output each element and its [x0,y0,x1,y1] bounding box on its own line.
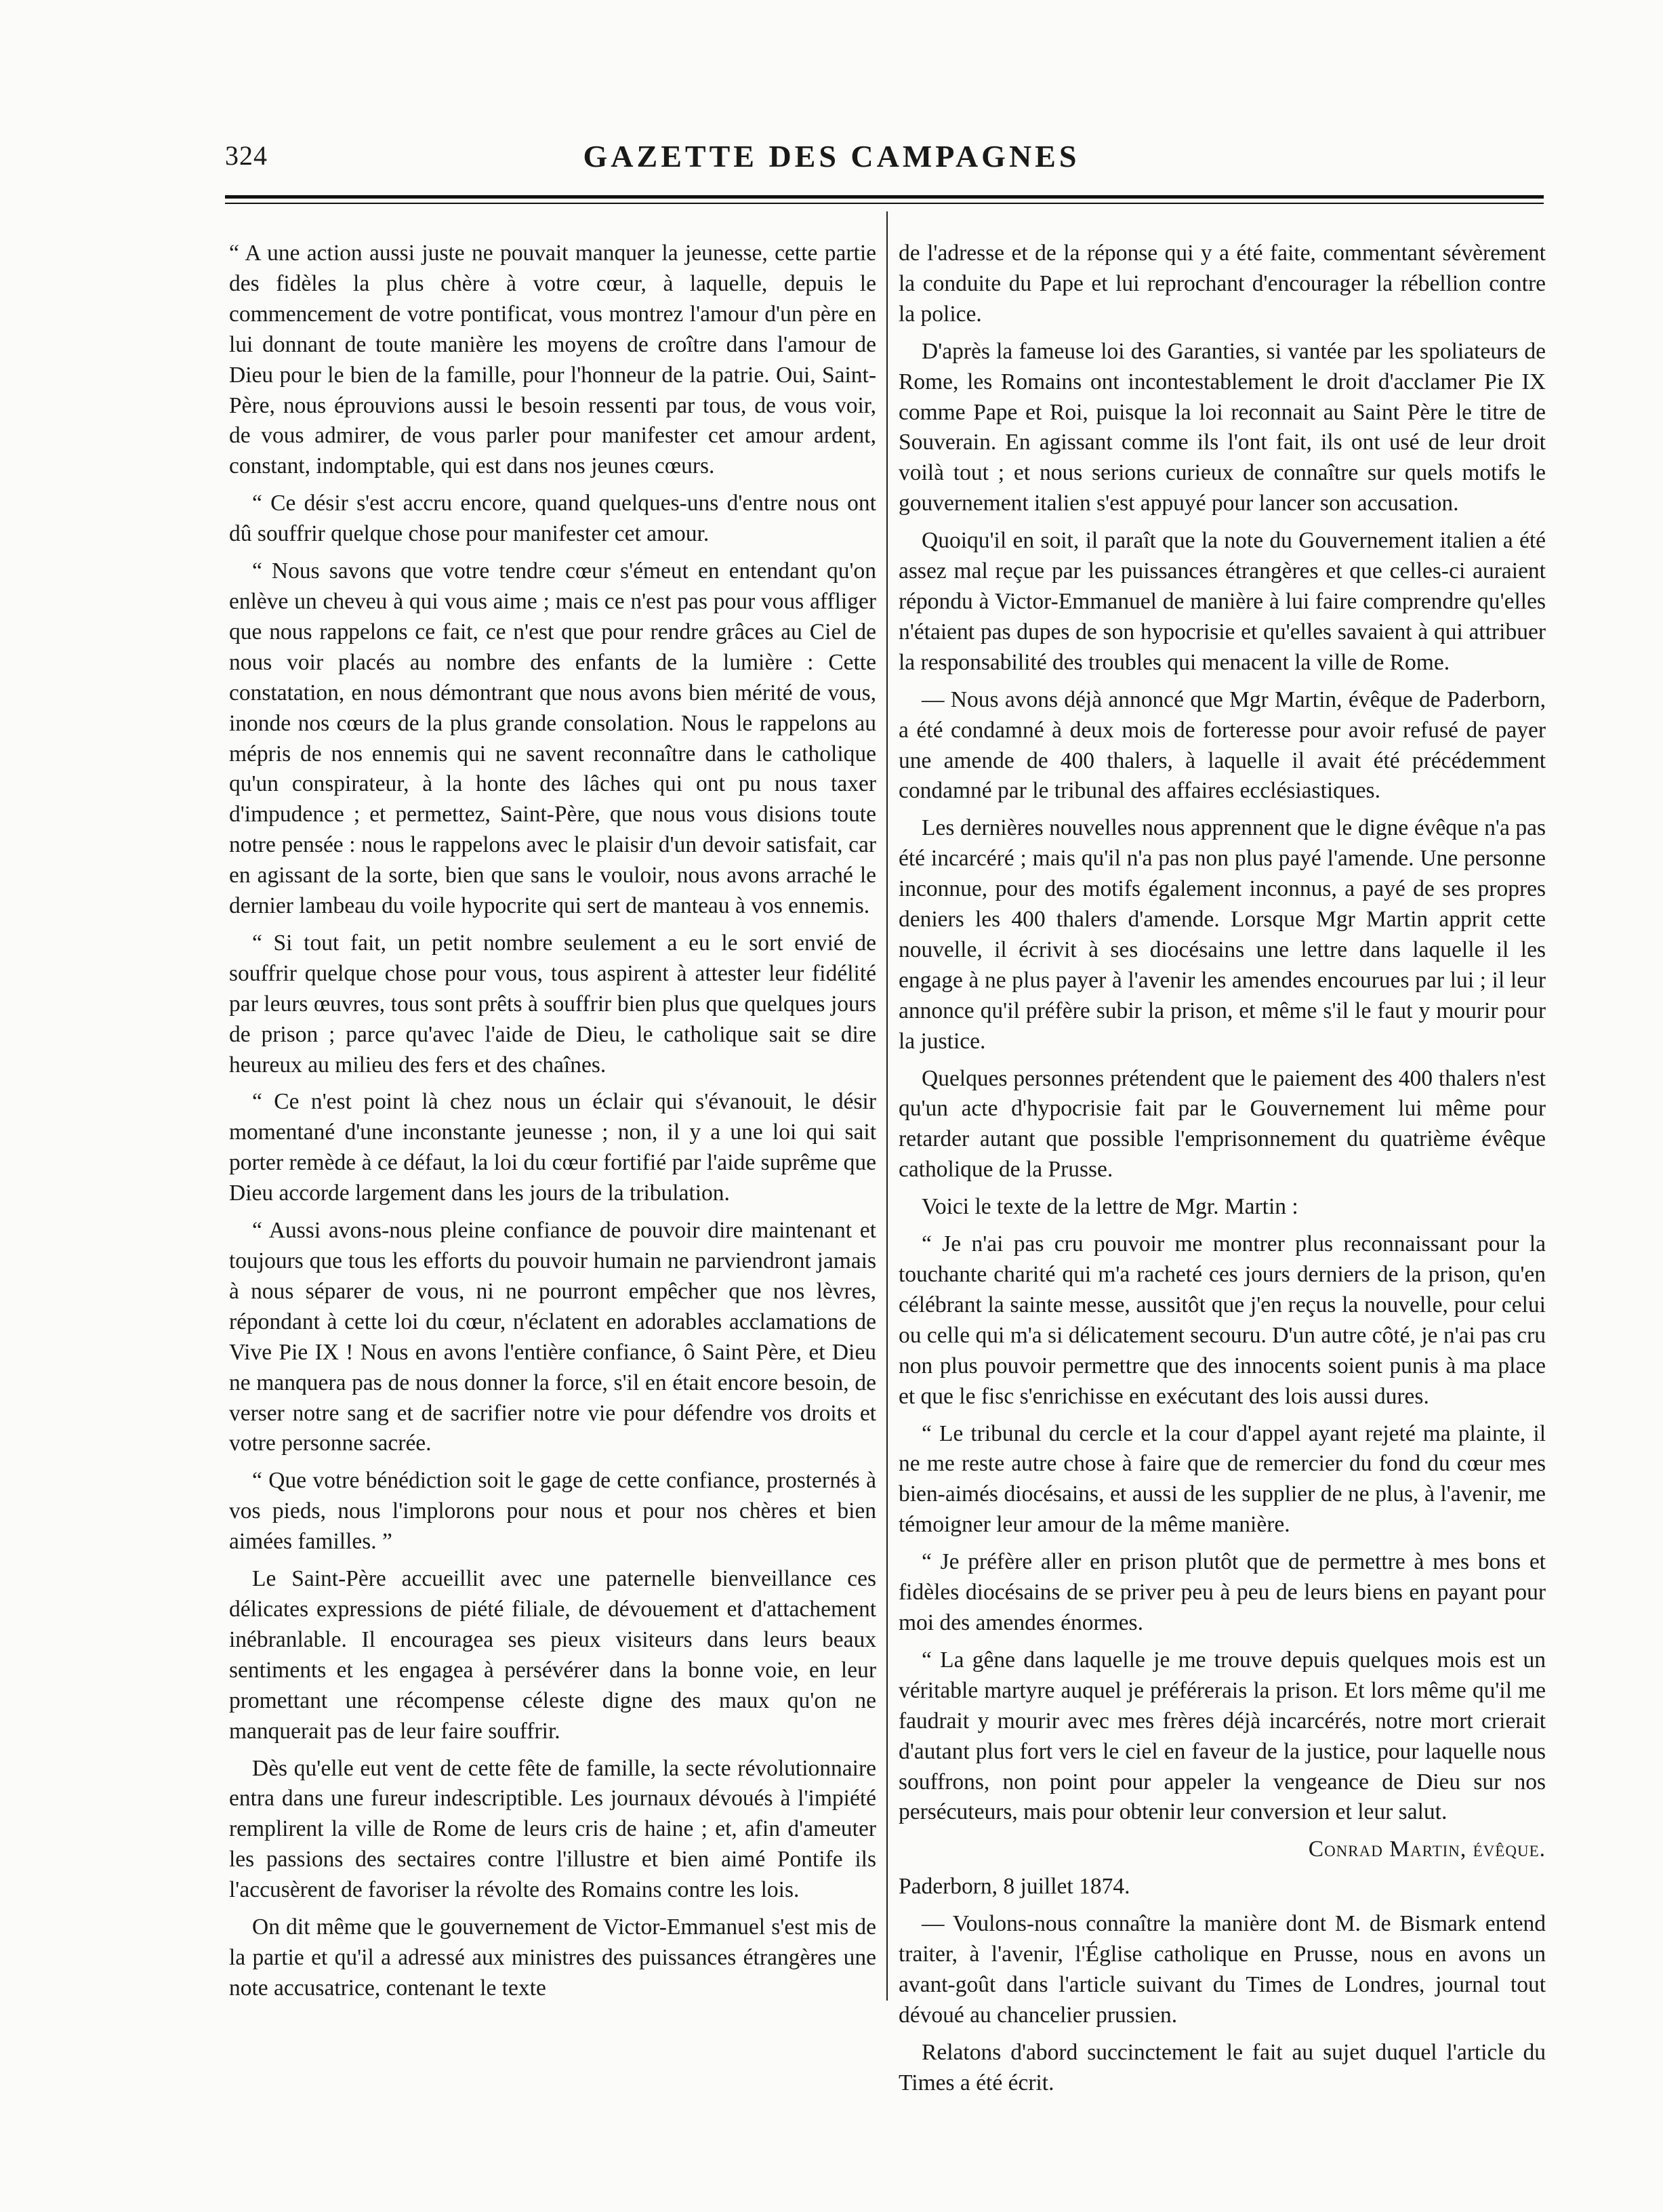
paragraph: Le Saint-Père accueillit avec une paternelle bienveillance ces délicates expressions de piété filiale, de dévouement et d'attachement inébranlable. Il encouragea ses pieux visiteurs dans leurs beaux sentiments et les engagea à persévérer dans la bonne voie, en leur promettant une récompense céleste digne des maux qu'on ne manquerait pas de leur faire souffrir. [229,1566,876,1744]
paragraph: de l'adresse et de la réponse qui y a été faite, commentant sévèrement la conduite du Pape et lui reprochant d'encourager la rébellion contre la police. [899,241,1546,327]
paragraph: Voici le texte de la lettre de Mgr. Martin : [922,1194,1298,1220]
column-divider [886,211,888,2001]
paragraph: On dit même que le gouvernement de Victor-Emmanuel s'est mis de la partie et qu'il a adressé aux ministres des puissances étrangères une note accusatrice, contenant le texte [229,1914,876,2001]
signature: Conrad Martin, évêque. [1308,1837,1546,1862]
paragraph: — Nous avons déjà annoncé que Mgr Martin, évêque de Paderborn, a été condamné à deux mois de forteresse pour avoir refusé de payer une amende de 400 thalers, à laquelle il avait été précédemment condamné par le tribunal des affaires ecclésiastiques. [899,687,1546,804]
paragraph: “ Ce n'est point là chez nous un éclair qui s'évanouit, le désir momentané d'une inconstante jeunesse ; non, il y a une loi qui sait porter remède à ce défaut, la loi du cœur fortifié par l'aide suprême que Dieu accorde largement dans les jours de la tribulation. [229,1089,876,1206]
page-header-title: GAZETTE DES CAMPAGNES [583,139,1080,173]
paragraph: “ Je préfère aller en prison plutôt que de permettre à mes bons et fidèles diocésains de se priver peu à peu de leurs biens en payant pour moi des amendes énormes. [899,1549,1546,1635]
paragraph: Quelques personnes prétendent que le paiement des 400 thalers n'est qu'un acte d'hypocrisie fait par le Gouvernement lui même pour retarder autant que possible l'emprisonnement du quatrième évêque catholique de la Prusse. [899,1065,1546,1183]
paragraph: Quoiqu'il en soit, il paraît que la note du Gouvernement italien a été assez mal reçue par les puissances étrangères et que celles-ci auraient répondu à Victor-Emmanuel de manière à lui faire comprendre qu'elles n'étaient pas dupes de son hypocrisie et qu'elles savaient à qui attribuer la responsabilité des troubles qui menacent la ville de Rome. [899,528,1546,675]
paragraph: “ Si tout fait, un petit nombre seulement a eu le sort envié de souffrir quelque chose pour vous, tous aspirent à attester leur fidélité par leurs œuvres, tous sont prêts à souffrir bien plus que quelques jours de prison ; parce qu'avec l'aide de Dieu, le catholique sait se dire heureux au milieu des fers et des chaînes. [229,930,876,1078]
paragraph: “ A une action aussi juste ne pouvait manquer la jeunesse, cette partie des fidèles la plus chère à votre cœur, à laquelle, depuis le commencement de votre pontificat, vous montrez l'amour d'un père en lui donnant de toute manière les moyens de croître dans l'amour de Dieu pour le bien de la famille, pour l'honneur de la patrie. Oui, Saint-Père, nous éprouvions aussi le besoin ressenti par tous, de vous voir, de vous admirer, de vous parler pour manifester cet amour ardent, constant, indomptable, qui est dans nos jeunes cœurs. [229,241,876,479]
paragraph: “ Le tribunal du cercle et la cour d'appel ayant rejeté ma plainte, il ne me reste autre chose à faire que de remercier du fond du cœur mes bien-aimés diocésains, et aussi de les supplier de ne plus, à l'avenir, me témoigner leur amour de la même manière. [899,1420,1546,1538]
paragraph: “ Ce désir s'est accru encore, quand quelques-uns d'entre nous ont dû souffrir quelque chose pour manifester cet amour. [229,491,876,547]
paragraph: “ Que votre bénédiction soit le gage de cette confiance, prosternés à vos pieds, nous l'implorons pour nous et pour nos chères et bien aimées familles. ” [229,1468,876,1555]
paragraph: — Voulons-nous connaître la manière dont M. de Bismark entend traiter, à l'avenir, l'Église catholique en Prusse, nous en avons un avant-goût dans l'article suivant du Times de Londres, journal tout dévoué au chancelier prussien. [899,1911,1546,2028]
paragraph: D'après la fameuse loi des Garanties, si vantée par les spoliateurs de Rome, les Romains ont incontestablement le droit d'acclamer Pie IX comme Pape et Roi, puisque la loi reconnait au Saint Père le titre de Souverain. En agissant comme ils l'ont fait, ils ont usé de leur droit voilà tout ; et nous serions curieux de connaître sur quels motifs le gouvernement italien s'est appuyé pour lancer son accusation. [899,338,1546,516]
paragraph: Dès qu'elle eut vent de cette fête de famille, la secte révolutionnaire entra dans une fureur indescriptible. Les journaux dévoués à l'impiété remplirent la ville de Rome de leurs cris de haine ; et, afin d'ameuter les passions des sectaires contre l'illustre et bien aimé Pontife ils l'accusèrent de favoriser la révolte des Romains contre les lois. [229,1755,876,1903]
paragraph: “ Nous savons que votre tendre cœur s'émeut en entendant qu'on enlève un cheveu à qui vous aime ; mais ce n'est pas pour vous affliger que nous rappelons ce fait, ce n'est que pour rendre grâces au Ciel de nous voir placés au nombre des enfants de la lumière : Cette constatation, en nous démontrant que nous avons bien mérité de vous, inonde nos cœurs de la plus grande consolation. Nous le rappelons au mépris de nos ennemis qui ne savent reconnaître dans le catholique qu'un conspirateur, à la honte des lâches qui ont pu nous taxer d'impudence ; et permettez, Saint-Père, que nous vous disions toute notre pensée : nous le rappelons avec le plaisir d'un devoir satisfait, car en agissant de la sorte, bien que sans le vouloir, nous avons arraché le dernier lambeau du voile hypocrite qui sert de manteau à vos ennemis. [229,558,876,919]
right-column [899,239,1546,2106]
paragraph: “ La gêne dans laquelle je me trouve depuis quelques mois est un véritable martyre auquel je préférerais la prison. Et lors même qu'il me faudrait y mourir avec mes frères déjà incarcérés, notre mort crierait d'autant plus fort vers le ciel en faveur de la justice, pour laquelle nous souffrons, non point pour appeler la vengeance de Dieu sur nos persécuteurs, mais pour obtenir leur conversion et leur salut. [899,1647,1546,1825]
paragraph: Les dernières nouvelles nous apprennent que le digne évêque n'a pas été incarcéré ; mais qu'il n'a pas non plus payé l'amende. Une personne inconnue, pour des motifs également inconnus, a payé de ses propres deniers les 400 thalers d'amende. Lorsque Mgr Martin apprit cette nouvelle, il écrivit à ses diocésains une lettre dans laquelle il les engage à ne plus payer à l'avenir les amendes encourues par lui ; il leur annonce qu'il préfère subir la prison, et même s'il le faut y mourir pour la justice. [899,815,1546,1054]
header-rule [225,195,1544,204]
left-column [229,239,876,2011]
paragraph: Relatons d'abord succinctement le fait au sujet duquel l'article du Times a été écrit. [899,2039,1546,2095]
dateline: Paderborn, 8 juillet 1874. [899,1874,1130,1900]
paragraph: “ Aussi avons-nous pleine confiance de pouvoir dire maintenant et toujours que tous les efforts du pouvoir humain ne parviendront jamais à nous séparer de vous, ni ne pourront empêcher que nos lèvres, répondant à cette loi du cœur, n'éclatent en adorables acclamations de Vive Pie IX ! Nous en avons l'entière confiance, ô Saint Père, et Dieu ne manquera pas de nous donner la force, s'il en était encore besoin, de verser notre sang et de sacrifier notre vie pour défendre vos droits et votre personne sacrée. [229,1218,876,1456]
paragraph: “ Je n'ai pas cru pouvoir me montrer plus reconnaissant pour la touchante charité qui m'a racheté ces jours derniers de la prison, qu'en célébrant la sainte messe, aussitôt que j'en reçus la nouvelle, pour celui ou celle qui m'a si délicatement secouru. D'un autre côté, je n'ai pas cru non plus pouvoir permettre que des innocents soient punis à ma place et que le fisc s'enrichisse en exécutant des lois aussi dures. [899,1231,1546,1409]
page-number: 324 [225,140,268,171]
